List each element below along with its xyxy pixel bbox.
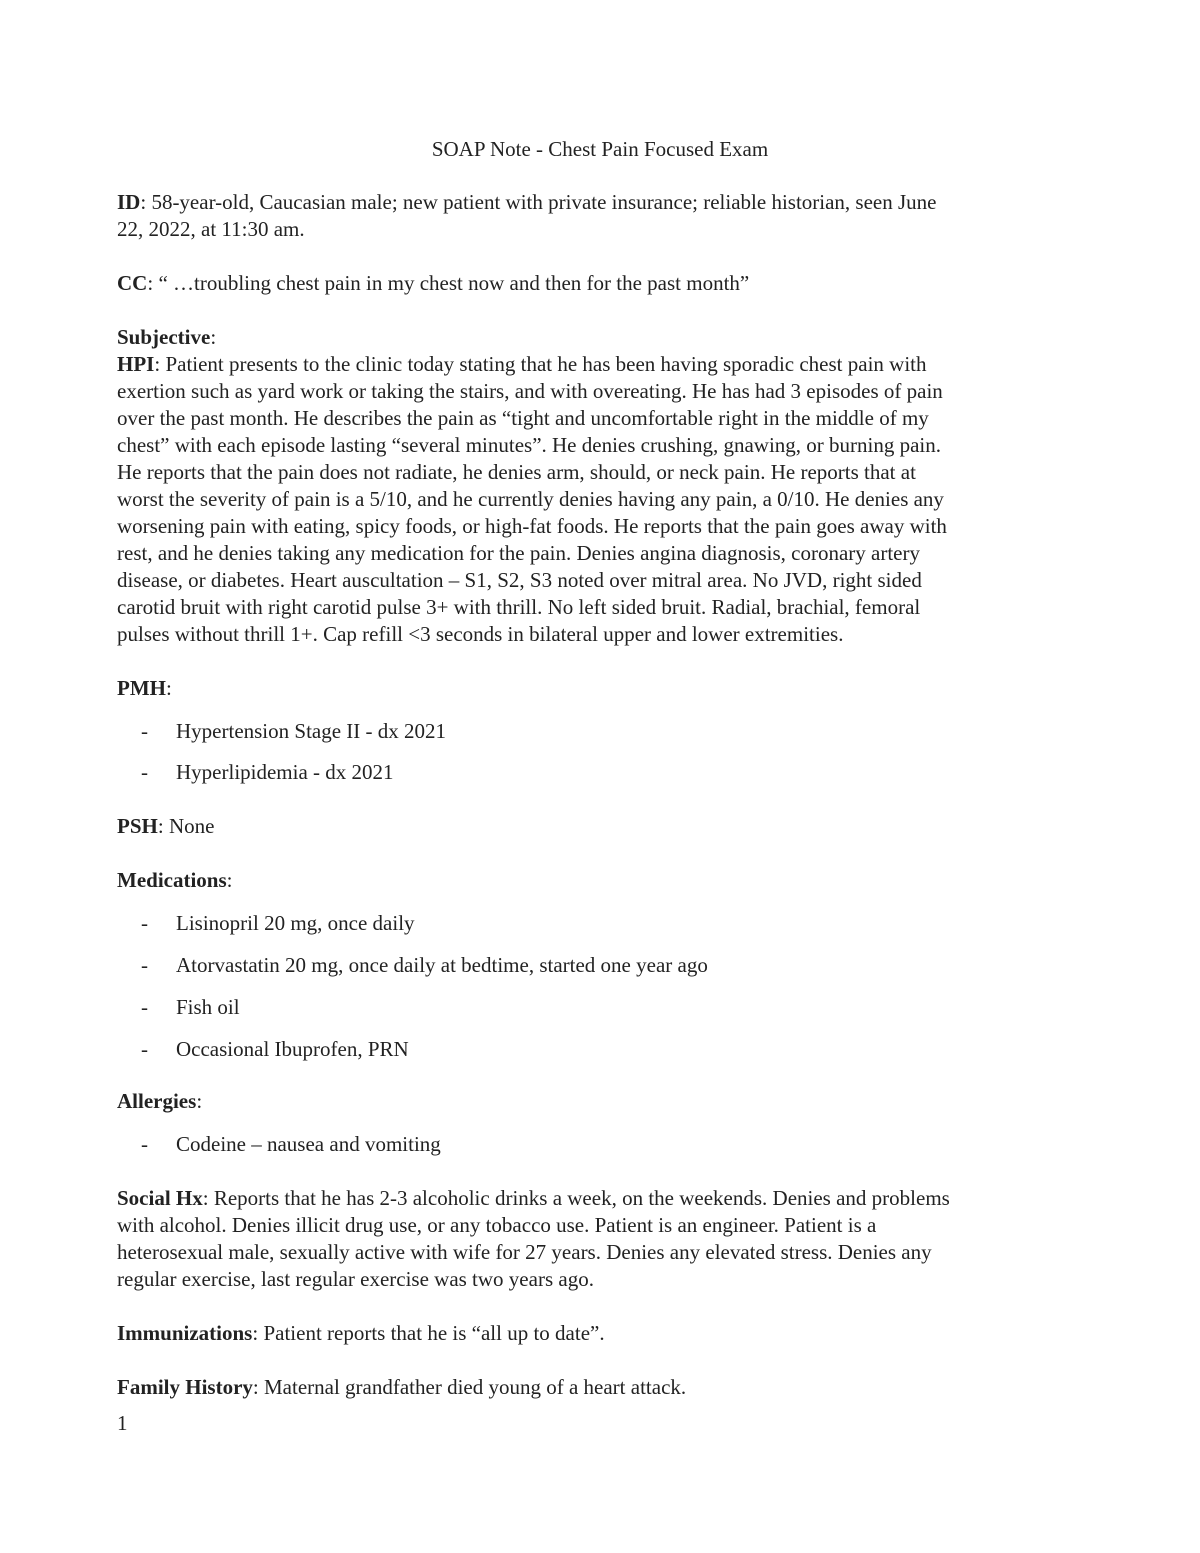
hpi-text-10: carotid bruit with right carotid pulse 3+ with thrill. No left sided bruit. Radial, brachial, femoral	[117, 595, 921, 619]
medications-label: Medications	[117, 868, 227, 892]
bullet-dash: -	[141, 760, 148, 784]
social-line-1	[117, 1185, 1067, 1212]
immunizations-text: Patient reports that he is “all up to date”.	[263, 1321, 605, 1345]
psh-label: PSH	[117, 814, 158, 838]
psh-text: None	[168, 814, 215, 838]
psh-line	[117, 813, 1067, 840]
immunizations-colon: :	[252, 1321, 259, 1345]
pmh-list	[117, 718, 1067, 786]
medication-item-1: Lisinopril 20 mg, once daily	[176, 911, 415, 935]
hpi-text-4: chest” with each episode lasting “several minutes”. He denies crushing, gnawing, or burning pain.	[117, 433, 942, 457]
document-title: SOAP Note - Chest Pain Focused Exam	[431, 137, 769, 161]
allergies-heading	[117, 1088, 1067, 1115]
subjective-colon: :	[210, 325, 217, 349]
list-item	[117, 759, 1067, 786]
medication-item-3: Fish oil	[176, 995, 240, 1019]
list-item	[117, 1131, 1067, 1158]
subjective-section	[117, 324, 1067, 648]
id-colon: :	[140, 190, 147, 214]
bullet-dash: -	[141, 1037, 148, 1061]
pmh-colon: :	[165, 676, 172, 700]
hpi-text-6: worst the severity of pain is a 5/10, and he currently denies having any pain, a 0/10. He denies any	[117, 487, 944, 511]
allergies-colon: :	[196, 1089, 203, 1113]
medications-list	[117, 910, 1067, 1063]
hpi-text-11: pulses without thrill 1+. Cap refill <3 seconds in bilateral upper and lower extremities.	[117, 622, 844, 646]
hpi-colon: :	[154, 352, 161, 376]
allergies-heading-line	[117, 1088, 1067, 1115]
cc-line	[117, 270, 1067, 297]
cc-text: “ …troubling chest pain in my chest now and then for the past month”	[158, 271, 750, 295]
social-history-section	[117, 1185, 1067, 1293]
immunizations-label: Immunizations	[117, 1321, 253, 1345]
psh-colon: :	[157, 814, 164, 838]
cc-colon: :	[147, 271, 154, 295]
family-history-section	[117, 1374, 1067, 1401]
list-item	[117, 910, 1067, 937]
family-text: Maternal grandfather died young of a heart attack.	[264, 1375, 687, 1399]
hpi-text-2: exertion such as yard work or taking the stairs, and with overeating. He has had 3 episodes of pain	[117, 379, 943, 403]
pmh-item-2: Hyperlipidemia - dx 2021	[176, 760, 394, 784]
hpi-text-7: worsening pain with eating, spicy foods, or high-fat foods. He reports that the pain goes away with	[117, 514, 947, 538]
hpi-text-3: over the past month. He describes the pain as “tight and uncomfortable right in the middle of my	[117, 406, 929, 430]
list-item	[117, 952, 1067, 979]
id-label: ID	[117, 190, 141, 214]
family-line	[117, 1374, 1067, 1401]
medications-heading	[117, 867, 1067, 894]
cc-label: CC	[117, 271, 148, 295]
pmh-heading-line	[117, 675, 1067, 702]
hpi-text-5: He reports that the pain does not radiate, he denies arm, should, or neck pain. He reports that at	[117, 460, 916, 484]
family-label: Family History	[117, 1375, 253, 1399]
medications-heading-line	[117, 867, 1067, 894]
allergies-label: Allergies	[117, 1089, 197, 1113]
social-colon: :	[202, 1186, 209, 1210]
subjective-label: Subjective	[117, 325, 211, 349]
psh-section	[117, 813, 1067, 840]
bullet-dash: -	[141, 953, 148, 977]
page-number: 1	[117, 1411, 128, 1435]
hpi-line-1	[117, 351, 1067, 378]
bullet-dash: -	[141, 1132, 148, 1156]
id-text-1: 58-year-old, Caucasian male; new patient with private insurance; reliable historian, seen June	[151, 190, 937, 214]
allergy-item-1: Codeine – nausea and vomiting	[176, 1132, 441, 1156]
family-colon: :	[252, 1375, 259, 1399]
hpi-text-8: rest, and he denies taking any medication for the pain. Denies angina diagnosis, coronary artery	[117, 541, 920, 565]
list-item	[117, 1036, 1067, 1063]
list-item	[117, 994, 1067, 1021]
hpi-text-9: disease, or diabetes. Heart auscultation – S1, S2, S3 noted over mitral area. No JVD, right sided	[117, 568, 922, 592]
medication-item-2: Atorvastatin 20 mg, once daily at bedtime, started one year ago	[176, 953, 708, 977]
social-text-1: Reports that he has 2-3 alcoholic drinks a week, on the weekends. Denies and problems	[213, 1186, 950, 1210]
immunizations-section	[117, 1320, 1067, 1347]
hpi-label: HPI	[117, 352, 155, 376]
id-section	[117, 189, 1067, 243]
social-label: Social Hx	[117, 1186, 203, 1210]
id-line-1	[117, 189, 1067, 216]
medication-item-4: Occasional Ibuprofen, PRN	[176, 1037, 409, 1061]
pmh-item-1: Hypertension Stage II - dx 2021	[176, 719, 447, 743]
medications-colon: :	[226, 868, 233, 892]
social-text-2: with alcohol. Denies illicit drug use, or any tobacco use. Patient is an engineer. Patient is a	[117, 1213, 877, 1237]
hpi-text-1: Patient presents to the clinic today stating that he has been having sporadic chest pain with	[165, 352, 927, 376]
social-text-4: regular exercise, last regular exercise was two years ago.	[117, 1267, 594, 1291]
list-item	[117, 718, 1067, 745]
cc-section	[117, 270, 1067, 297]
allergies-list	[117, 1131, 1067, 1158]
bullet-dash: -	[141, 911, 148, 935]
social-text-3: heterosexual male, sexually active with wife for 27 years. Denies any elevated stress. Denies any	[117, 1240, 932, 1264]
subjective-heading	[117, 324, 1067, 351]
pmh-label: PMH	[117, 676, 166, 700]
id-text-2: 22, 2022, at 11:30 am.	[117, 217, 305, 241]
immunizations-line	[117, 1320, 1067, 1347]
pmh-heading	[117, 675, 1067, 702]
bullet-dash: -	[141, 719, 148, 743]
bullet-dash: -	[141, 995, 148, 1019]
